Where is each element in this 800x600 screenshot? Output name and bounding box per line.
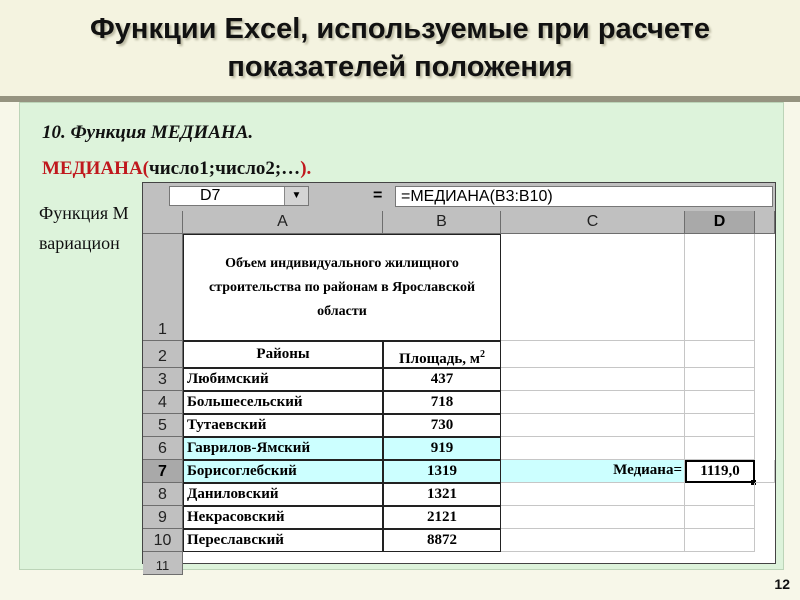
formula-bar <box>143 183 775 212</box>
cell-district[interactable]: Некрасовский <box>183 506 383 529</box>
function-heading: 10. Функция МЕДИАНА. <box>42 122 254 143</box>
cell-area[interactable]: 437 <box>383 368 501 391</box>
row-header-1[interactable]: 1 <box>143 234 183 341</box>
column-header-a[interactable]: A <box>183 211 383 234</box>
syntax-function-name: МЕДИАНА( <box>42 158 150 179</box>
area-header-superscript: 2 <box>479 349 485 360</box>
title-line-2: показателей положения <box>227 51 573 83</box>
cell-d6[interactable] <box>685 437 755 460</box>
cell-d3[interactable] <box>685 368 755 391</box>
syntax-close: ). <box>300 158 312 179</box>
row-header-4[interactable]: 4 <box>143 391 183 414</box>
cell-area[interactable]: 1321 <box>383 483 501 506</box>
cell-e7[interactable] <box>755 460 775 483</box>
cell-district[interactable]: Даниловский <box>183 483 383 506</box>
cell-c1[interactable] <box>501 234 685 341</box>
row-header-9[interactable]: 9 <box>143 506 183 529</box>
cell-d5[interactable] <box>685 414 755 437</box>
cell-district[interactable]: Большесельский <box>183 391 383 414</box>
cell-c10[interactable] <box>501 529 685 552</box>
row-header-8[interactable]: 8 <box>143 483 183 506</box>
cell-d4[interactable] <box>685 391 755 414</box>
cell-district-highlighted[interactable]: Гаврилов-Ямский <box>183 437 383 460</box>
cell-district-highlighted[interactable]: Борисоглебский <box>183 460 383 483</box>
name-box-dropdown-icon[interactable]: ▼ <box>284 187 308 205</box>
row-header-2[interactable]: 2 <box>143 341 183 368</box>
table-title-cell[interactable]: Объем индивидуального жилищного строительства по районам в Ярославской области <box>183 234 501 341</box>
cell-b2-header[interactable] <box>383 341 501 368</box>
formula-input[interactable]: =МЕДИАНА(B3:B10) <box>395 186 773 207</box>
column-header-b[interactable]: B <box>383 211 501 234</box>
cell-d8[interactable] <box>685 483 755 506</box>
cell-c5[interactable] <box>501 414 685 437</box>
cell-c3[interactable] <box>501 368 685 391</box>
cell-district[interactable]: Тутаевский <box>183 414 383 437</box>
cell-district[interactable]: Любимский <box>183 368 383 391</box>
cell-c8[interactable] <box>501 483 685 506</box>
cell-d9[interactable] <box>685 506 755 529</box>
name-box[interactable]: D7 <box>169 186 309 206</box>
column-header-c[interactable]: C <box>501 211 685 234</box>
cell-district[interactable]: Переславский <box>183 529 383 552</box>
cell-area-highlighted[interactable]: 1319 <box>383 460 501 483</box>
row-header-3[interactable]: 3 <box>143 368 183 391</box>
cell-area[interactable]: 8872 <box>383 529 501 552</box>
cell-d2[interactable] <box>685 341 755 368</box>
cell-c2[interactable] <box>501 341 685 368</box>
equals-sign: = <box>373 187 383 204</box>
median-value-cell[interactable]: 1119,0 <box>685 460 755 483</box>
column-header-d[interactable]: D <box>685 211 755 234</box>
row-header-10[interactable]: 10 <box>143 529 183 552</box>
area-header-text: Площадь, м <box>399 351 480 367</box>
title-line-1: Функции Excel, используемые при расчете <box>90 13 710 45</box>
cell-a2-header[interactable]: Районы <box>183 341 383 368</box>
row-header-6[interactable]: 6 <box>143 437 183 460</box>
function-syntax <box>42 158 311 180</box>
spreadsheet-window <box>142 182 776 573</box>
cell-c9[interactable] <box>501 506 685 529</box>
row-header-5[interactable]: 5 <box>143 414 183 437</box>
cell-area[interactable]: 2121 <box>383 506 501 529</box>
row-header-7[interactable]: 7 <box>143 460 183 483</box>
body-line-2: вариацион <box>39 233 120 253</box>
cell-d10[interactable] <box>685 529 755 552</box>
select-all-corner[interactable] <box>143 211 183 234</box>
cell-c6[interactable] <box>501 437 685 460</box>
page-number: 12 <box>774 576 790 592</box>
cell-area-highlighted[interactable]: 919 <box>383 437 501 460</box>
cell-c4[interactable] <box>501 391 685 414</box>
cell-d1[interactable] <box>685 234 755 341</box>
cell-area[interactable]: 718 <box>383 391 501 414</box>
column-header-e[interactable] <box>755 211 775 234</box>
slide-title <box>0 0 800 96</box>
syntax-arguments: число1;число2;… <box>149 158 301 179</box>
body-line-1: Функция М <box>39 203 129 223</box>
cell-area[interactable]: 730 <box>383 414 501 437</box>
row-header-11[interactable]: 11 <box>143 552 183 575</box>
median-label-cell[interactable]: Медиана= <box>501 460 685 483</box>
